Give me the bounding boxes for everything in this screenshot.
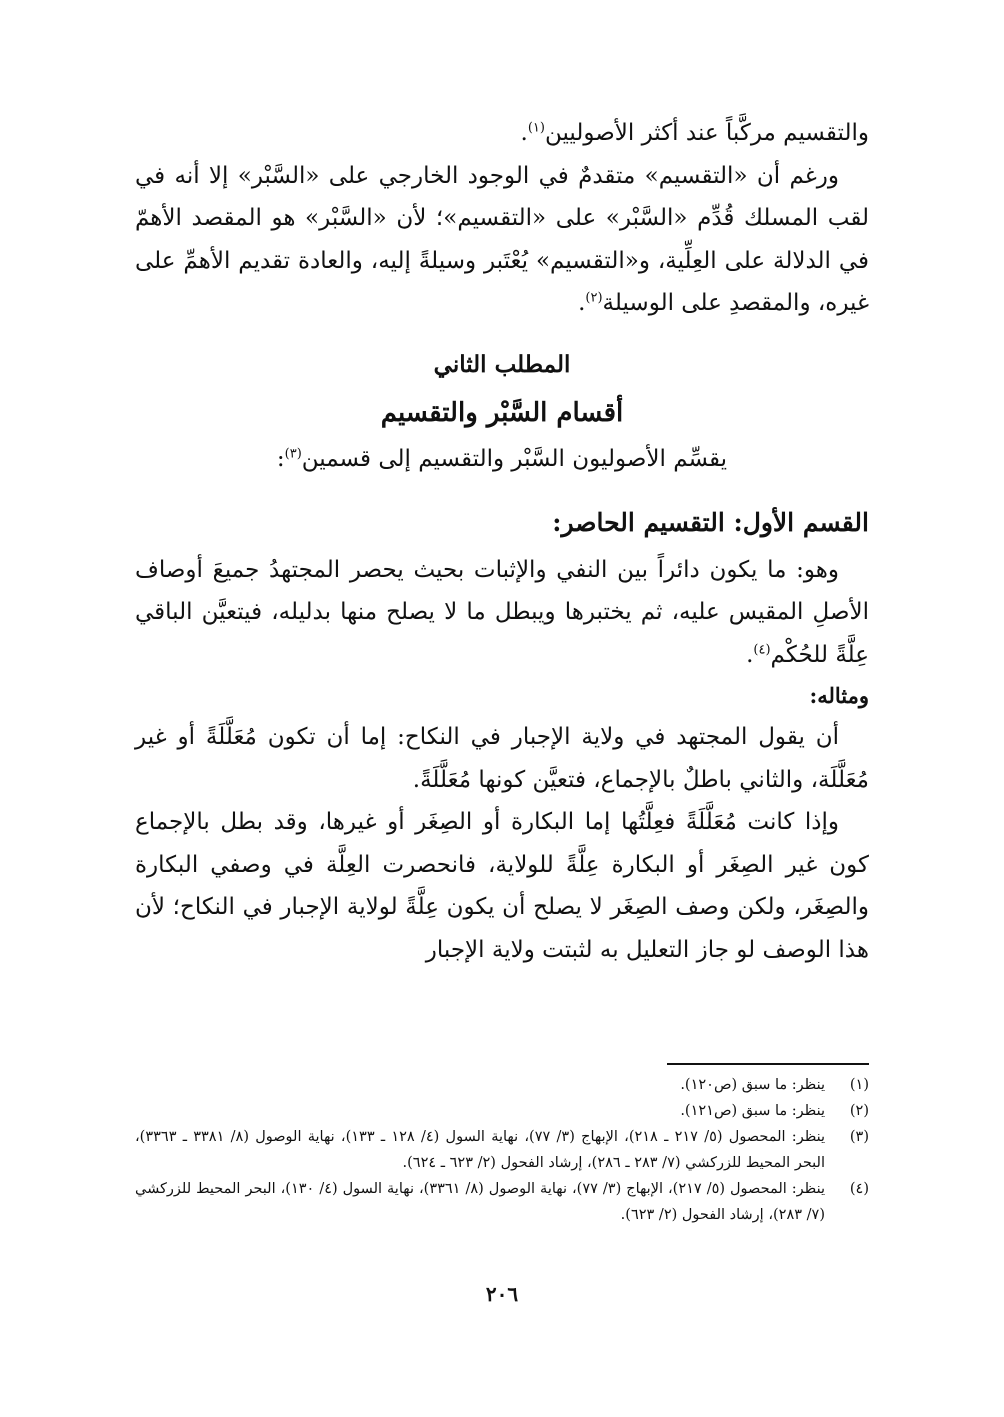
section-label: المطلب الثاني [433,350,571,378]
footnote-4 [135,1176,869,1228]
paragraph-text: ورغم أن «التقسيم» متقدمٌ في الوجود الخارجي على «السَّبْر» إلا أنه في لقب المسلك قُدِّم «السَّبْر» على «التقسيم»؛ لأن «السَّبْر» هو المقصد الأهمّ في الدلالة على العِلِّية، و«التقسيم» يُعْتَبر وسيلةً إليه، والعادة تقديم الأهمِّ على غيره، والمقصدِ على الوسيلة [135,162,869,316]
section-intro [135,439,869,479]
paragraph-precedence [135,155,869,325]
paragraph-text: والتقسيم مركَّباً عند أكثر الأصوليين [544,120,869,146]
footnote-3 [135,1124,869,1176]
footnote-text: ينظر: ما سبق (ص١٢١). [680,1103,825,1119]
section-title: أقسام السَّبْر والتقسيم [380,397,624,428]
paragraph-end: . [578,290,586,316]
footnote-number: (٢) [849,1103,869,1119]
intro-end: : [276,445,285,472]
footnote-number: (٤) [849,1181,869,1197]
page-number: ٢٠٦ [485,1282,519,1306]
footnote-number: (٣) [849,1129,869,1145]
footnote-ref-3[interactable]: (٣) [284,445,302,461]
paragraph-composition [135,112,869,155]
footnote-divider [667,1063,869,1065]
footnote-ref-1[interactable]: (١) [527,120,545,136]
footnote-number: (١) [849,1077,869,1093]
paragraph-definition [135,549,869,677]
footnotes [135,1072,869,1228]
definition-text: وهو: ما يكون دائراً بين النفي والإثبات بحيث يحصر المجتهدُ جميعَ أوصاف الأصلِ المقيس عليه، ثم يختبرها ويبطل ما لا يصلح منها بدليله، فيتعيَّن الباقي عِلَّةً للحُكْم [135,556,869,668]
footnote-ref-2[interactable]: (٢) [585,290,603,306]
footnote-text: ينظر: المحصول (٥/ ٢١٧ ـ ٢١٨)، الإبهاج (٣/ ٧٧)، نهاية السول (٤/ ١٢٨ ـ ١٣٣)، نهاية الوصول (٨/ ٣٣٨١ ـ ٣٣٦٣)، البحر المحيط للزركشي (٧/ ٢٨٣ ـ ٢٨٦)، إرشاد الفحول (٢/ ٦٢٣ ـ ٦٢٤). [135,1129,826,1171]
intro-text: يقسِّم الأصوليون السَّبْر والتقسيم إلى قسمين [301,445,728,472]
paragraph-end: . [520,120,528,146]
footnote-text: ينظر: المحصول (٥/ ٢١٧)، الإبهاج (٣/ ٧٧)، نهاية الوصول (٨/ ٣٣٦١)، نهاية السول (٤/ ١٣٠)، البحر المحيط للزركشي (٧/ ٢٨٣)، إرشاد الفحول (٢/ ٦٢٣). [135,1181,825,1223]
paragraph-example-2: وإذا كانت مُعَلَّلَةً فعِلَّتُها إما البكارة أو الصِغَر أو غيرها، وقد بطل بالإجماع كون غير الصِغَر أو البكارة عِلَّةً للولاية، فانحصرت العِلَّة في وصفي البكارة والصِغَر، ولكن وصف الصِغَر لا يصلح أن يكون عِلَّةً لولاية الإجبار في النكاح؛ لأن هذا الوصف لو جاز التعليل به لثبتت ولاية الإجبار [135,809,869,963]
part-heading: القسم الأول: التقسيم الحاصر: [552,507,869,537]
footnote-2 [135,1098,869,1124]
paragraph-example-1: أن يقول المجتهد في ولاية الإجبار في النكاح: إما أن تكون مُعَلَّلَةً أو غير مُعَلَّلَة، والثاني باطلٌ بالإجماع، فتعيَّن كونها مُعَلَّلَةً. [135,724,869,793]
footnote-text: ينظر: ما سبق (ص١٢٠). [680,1077,825,1093]
example-label: ومثاله: [809,683,869,708]
definition-end: . [746,641,754,668]
footnote-ref-4[interactable]: (٤) [753,641,771,657]
footnote-1 [135,1072,869,1098]
